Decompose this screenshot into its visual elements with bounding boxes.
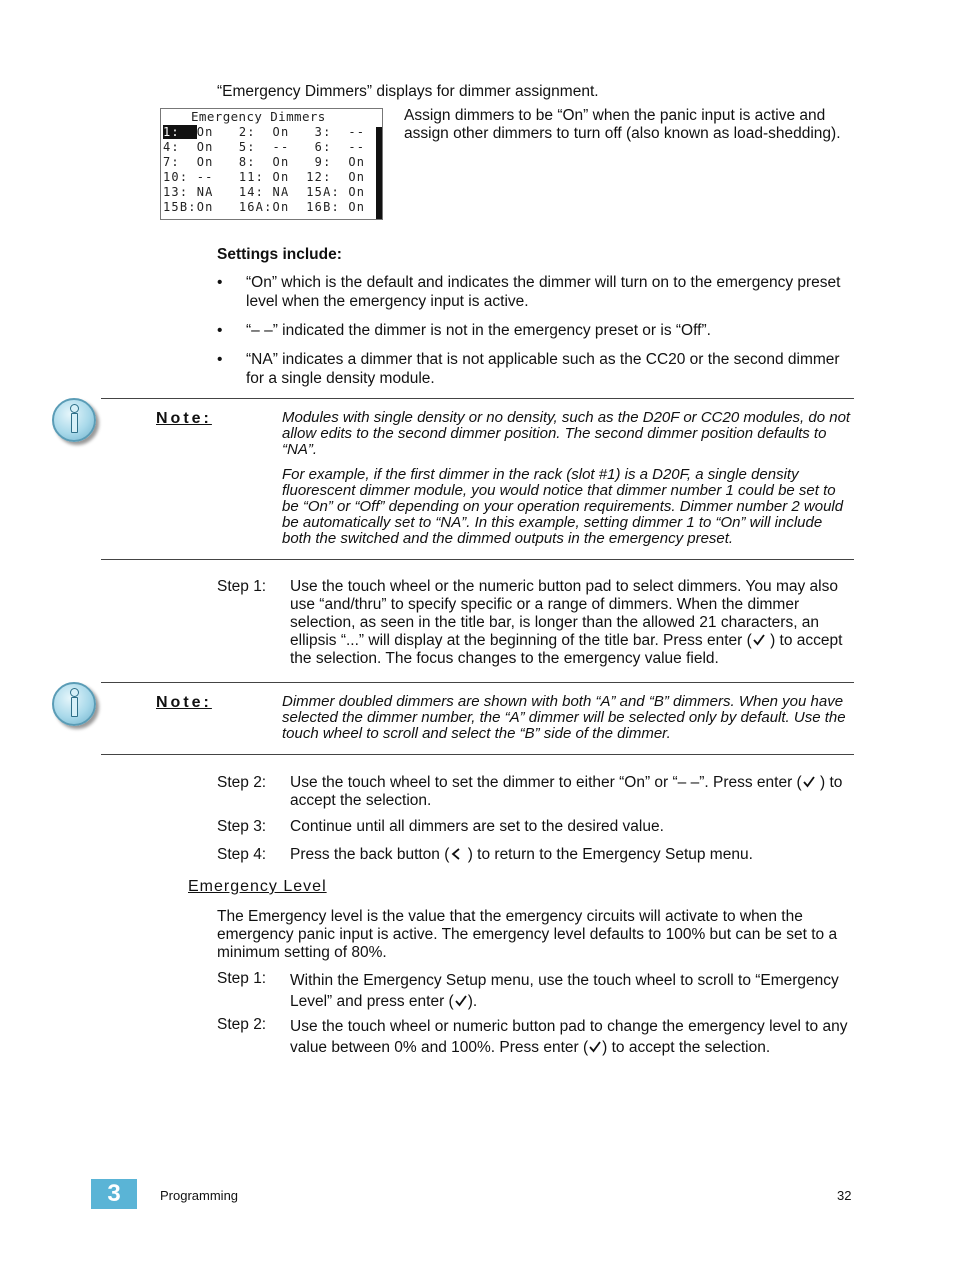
step-text: Within the Emergency Setup menu, use the touch wheel to scroll to “Emergency Level” and press enter ( ). (290, 972, 839, 1010)
lcd-scrollbar (376, 127, 382, 219)
bullet-symbol: • (217, 322, 223, 339)
note-label: Note: (156, 694, 212, 711)
checkmark-icon (454, 994, 468, 1008)
assign-description: Assign dimmers to be “On” when the panic input is active and assign other dimmers to turn off (also known as load-shedding). (404, 107, 841, 142)
note-paragraph: Dimmer doubled dimmers are shown with both “A” and “B” dimmers. When you have selected the dimmer number, the “A” dimmer will be selected only by default. Use the touch wheel to scroll and select the “B” side of the dimmer. (282, 693, 846, 742)
bullet-symbol: • (217, 274, 223, 291)
note-label: Note: (156, 410, 212, 427)
chapter-number-badge: 3 (91, 1179, 137, 1209)
lcd-row: 1: On 2: On 3: -- (163, 125, 366, 139)
step-text: Use the touch wheel to set the dimmer to either “On” or “– –”. Press enter ( ) to accept the selection. (290, 774, 843, 809)
settings-heading: Settings include: (217, 246, 342, 263)
step-text: Press the back button ( ) to return to the Emergency Setup menu. (290, 846, 753, 863)
divider (101, 398, 854, 399)
section-heading: Emergency Level (188, 878, 327, 895)
lcd-title: Emergency Dimmers (191, 109, 326, 124)
note-paragraph: For example, if the first dimmer in the rack (slot #1) is a D20F, a single density fluorescent dimmer module, you would notice that dimmer number 1 could be set to be “On” or “Off” depending on your operation requirements. Dimmer number 2 would be automatically set to “NA”. In this example, setting dimmer 1 to “On” will include both the switched and the dimmed outputs in the emergency preset. (282, 466, 844, 547)
divider (101, 754, 854, 755)
step-text: Use the touch wheel or the numeric button pad to select dimmers. You may also use “and/thru” to specify specific or a range of dimmers. When the dimmer selection, as seen in the title bar, is longer than the allowed 21 characters, an ellipsis “...” will display at the beginning of the title bar. Press enter ( ) to accept the selection. The focus changes to the emergency value field. (290, 578, 843, 667)
checkmark-icon (588, 1040, 602, 1054)
divider (101, 682, 854, 683)
step-text: Use the touch wheel or numeric button pad to change the emergency level to any value between 0% and 100%. Press enter ( ) to accept the selection. (290, 1018, 848, 1056)
bullet-symbol: • (217, 351, 223, 368)
lcd-row: 4: On 5: -- 6: -- (163, 140, 366, 154)
step-label: Step 2: (217, 774, 267, 791)
step-label: Step 4: (217, 846, 267, 863)
intro-text: “Emergency Dimmers” displays for dimmer assignment. (217, 83, 599, 100)
note-paragraph: Modules with single density or no density, such as the D20F or CC20 modules, do not allow edits to the second dimmer position. The second dimmer position defaults to “NA”. (282, 409, 851, 458)
checkmark-icon (802, 775, 816, 789)
step-text: Continue until all dimmers are set to the desired value. (290, 818, 664, 835)
lcd-selected-cell: 1: (163, 125, 197, 139)
checkmark-icon (752, 633, 766, 647)
step-label: Step 1: (217, 970, 267, 987)
info-icon (52, 682, 96, 726)
step-label: Step 3: (217, 818, 267, 835)
step-label: Step 1: (217, 578, 267, 595)
step-label: Step 2: (217, 1016, 267, 1033)
lcd-display (160, 108, 383, 220)
lcd-row: 7: On 8: On 9: On (163, 155, 366, 169)
chevron-left-icon (449, 847, 463, 861)
lcd-row: 10: -- 11: On 12: On (163, 170, 366, 184)
info-icon (52, 398, 96, 442)
lcd-row: 15B:On 16A:On 16B: On (163, 200, 366, 214)
divider (101, 559, 854, 560)
footer-section-label: Programming (160, 1188, 239, 1203)
emergency-level-paragraph: The Emergency level is the value that the emergency circuits will activate to when the emergency panic input is active. The emergency level defaults to 100% but can be set to a minimum setting of 80%. (217, 908, 838, 961)
page-number: 32 (837, 1188, 852, 1203)
lcd-row: 13: NA 14: NA 15A: On (163, 185, 366, 199)
